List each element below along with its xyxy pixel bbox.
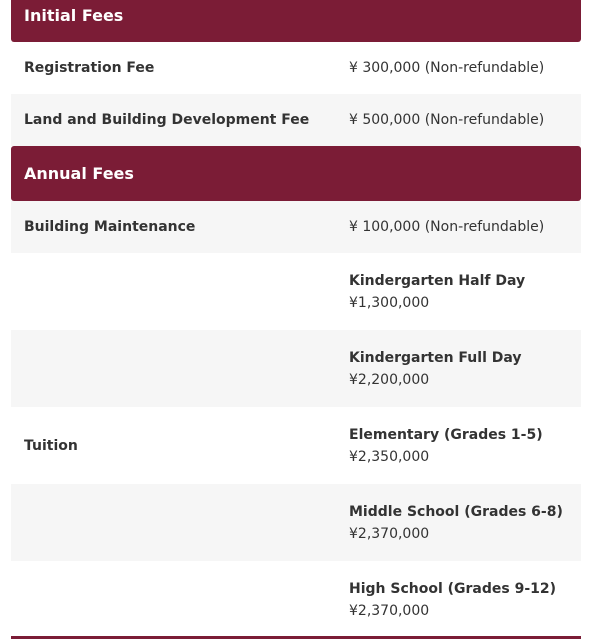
tuition-item-kindergarten-half [11,253,581,330]
tuition-amount: ¥2,370,000 [349,525,430,542]
section-title: Initial Fees [24,6,124,25]
tuition-name: Kindergarten Half Day [349,272,526,289]
fee-row-registration [11,42,581,94]
fee-table [11,0,581,638]
tuition-amount: ¥2,370,000 [349,602,430,619]
tuition-block [11,253,581,638]
fee-value: ¥ 300,000 (Non-refundable) [349,60,545,76]
tuition-amount: ¥2,350,000 [349,448,430,465]
fee-label: Registration Fee [24,60,155,76]
tuition-name: High School (Grades 9-12) [349,580,557,597]
tuition-item-high-school [11,561,581,638]
fee-value: ¥ 500,000 (Non-refundable) [349,112,545,128]
tuition-name: Elementary (Grades 1-5) [349,426,543,443]
section-header-initial-fees [11,0,581,42]
tuition-item-kindergarten-full [11,330,581,407]
tuition-name: Middle School (Grades 6-8) [349,503,563,520]
fee-row-land-building [11,94,581,146]
tuition-item-middle-school [11,484,581,561]
fee-row-building-maintenance [11,201,581,253]
fee-label: Land and Building Development Fee [24,112,310,128]
tuition-label: Tuition [24,437,78,454]
tuition-item-elementary [11,407,581,484]
section-header-annual-fees [11,146,581,201]
fee-value: ¥ 100,000 (Non-refundable) [349,219,545,235]
section-title: Annual Fees [24,164,134,183]
tuition-name: Kindergarten Full Day [349,349,522,366]
tuition-amount: ¥2,200,000 [349,371,430,388]
tuition-list [11,253,581,638]
fee-label: Building Maintenance [24,219,196,235]
tuition-amount: ¥1,300,000 [349,294,430,311]
